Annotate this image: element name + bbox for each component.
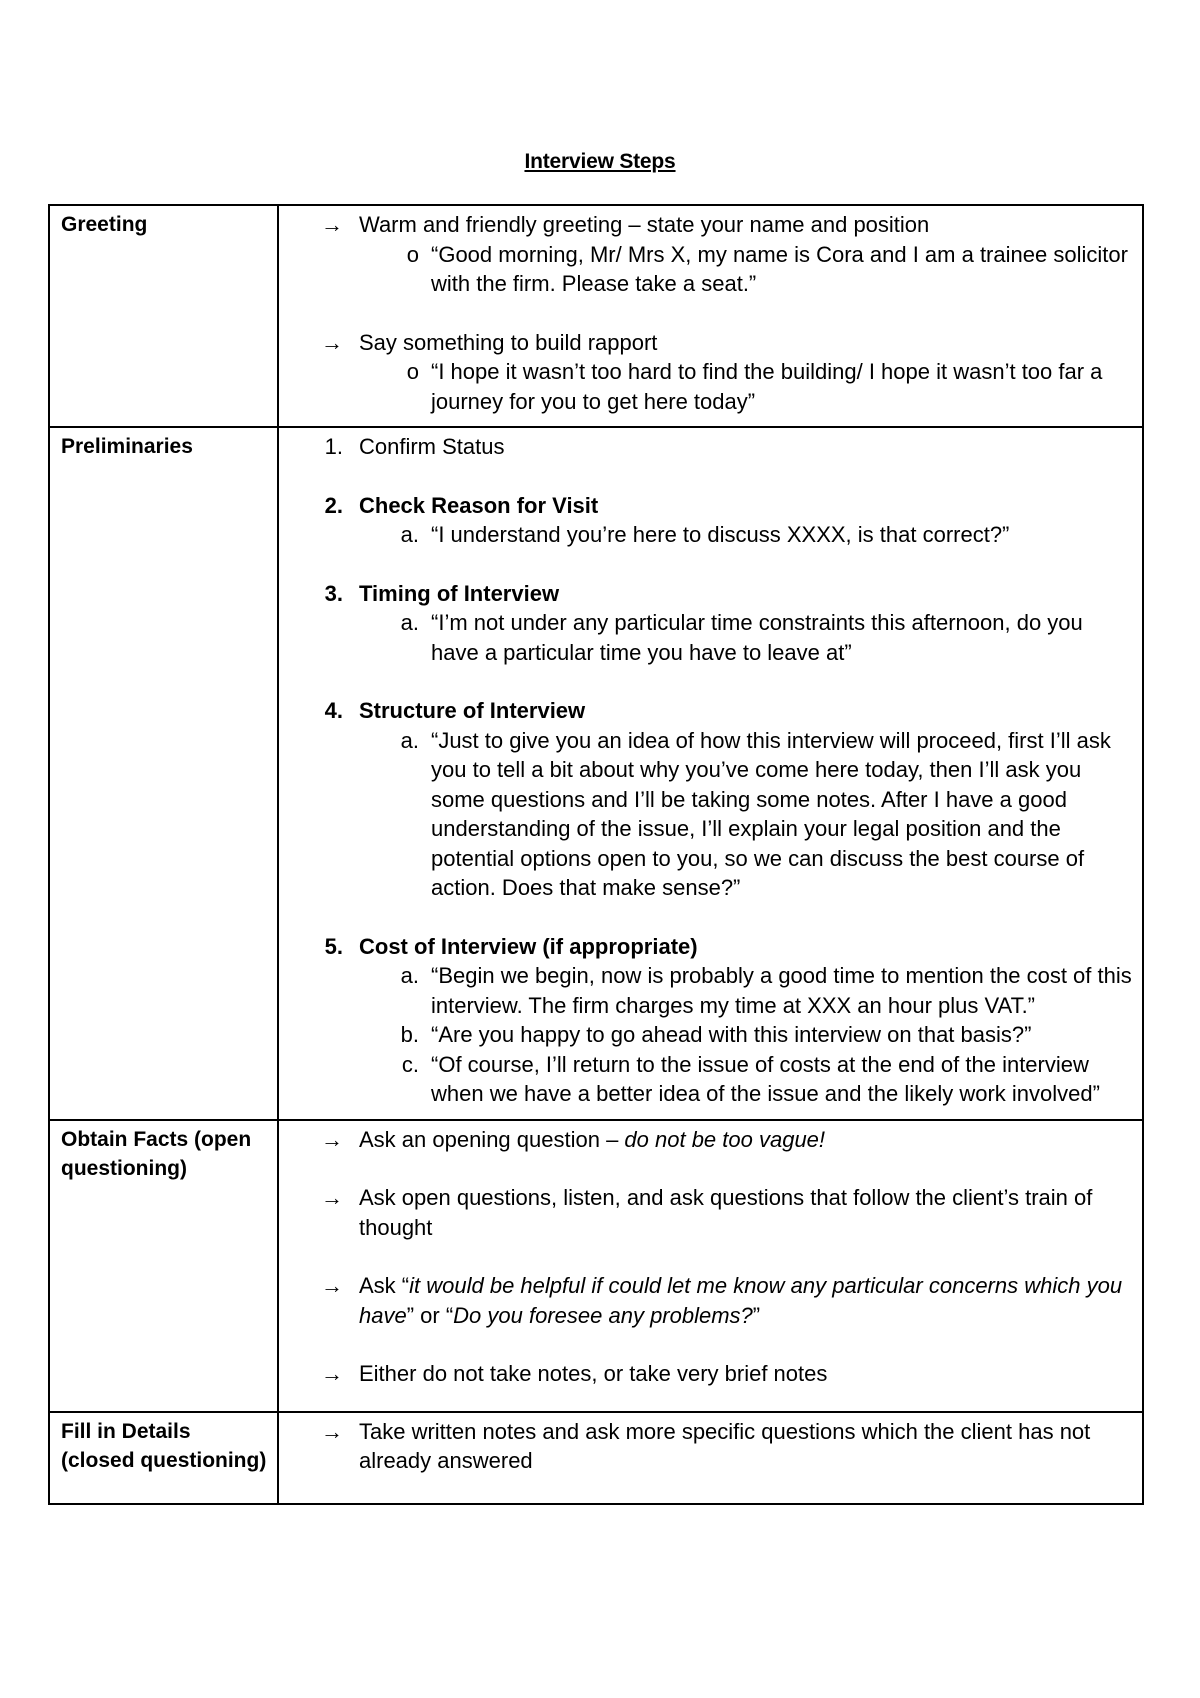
numbered-item: 5. Cost of Interview (if appropriate): [324, 933, 698, 959]
row-label-fill-in-details: Fill in Details (closed questioning): [49, 1412, 278, 1504]
row-content-fill-in-details: [278, 1412, 1143, 1504]
sub-list-item: a. “I’m not under any particular time constraints this afternoon, do you have a particular time you have to leave at”: [400, 610, 1083, 665]
interview-steps-table: [48, 204, 1144, 1505]
sub-list-item: o “I hope it wasn’t too hard to find the building/ I hope it wasn’t too far a journey for you to get here today”: [279, 357, 1134, 416]
row-content-preliminaries: [278, 427, 1143, 1120]
numbered-item: 3. Timing of Interview: [324, 580, 560, 606]
list-item: → Take written notes and ask more specific questions which the client has not already answered: [279, 1417, 1134, 1476]
arrow-icon: →: [321, 1273, 343, 1298]
list-item: → Ask open questions, listen, and ask questions that follow the client’s train of thought: [279, 1183, 1134, 1242]
arrow-icon: →: [321, 1361, 343, 1386]
arrow-icon: →: [321, 212, 343, 237]
circle-bullet-icon: o: [406, 359, 419, 384]
sub-list-item: a. “I understand you’re here to discuss XXXX, is that correct?”: [400, 522, 1010, 547]
table-row-preliminaries: [49, 427, 1143, 1120]
table-row-fill-in-details: [49, 1412, 1143, 1504]
sub-list-item: o “Good morning, Mr/ Mrs X, my name is Cora and I am a trainee solicitor with the firm. Please take a seat.”: [279, 240, 1134, 299]
arrow-icon: →: [321, 1185, 343, 1210]
row-content-greeting: [278, 205, 1143, 427]
numbered-item: 1. Confirm Status: [324, 434, 505, 459]
arrow-icon: →: [321, 329, 343, 355]
list-item: → Ask an opening question – do not be too vague!: [279, 1125, 1134, 1155]
numbered-item: 2. Check Reason for Visit: [324, 492, 599, 518]
row-label-greeting: Greeting: [49, 205, 278, 427]
arrow-icon: →: [321, 1418, 343, 1444]
sub-list-item: a. “Begin we begin, now is probably a good time to mention the cost of this interview. The firm charges my time at XXX an hour plus VAT.”: [400, 963, 1132, 1018]
circle-bullet-icon: o: [406, 241, 419, 267]
sub-list-item: b. “Are you happy to go ahead with this interview on that basis?”: [400, 1022, 1032, 1047]
list-item: → Either do not take notes, or take very brief notes: [279, 1359, 1134, 1389]
list-item: → Warm and friendly greeting – state your name and position: [279, 210, 1134, 240]
list-item: → Say something to build rapport: [279, 328, 1134, 358]
row-content-obtain-facts: [278, 1120, 1143, 1412]
numbered-item: 4. Structure of Interview: [324, 698, 586, 723]
sub-list-item: c. “Of course, I’ll return to the issue of costs at the end of the interview when we have a better idea of the issue and the likely work involved”: [401, 1051, 1100, 1106]
sub-list-item: a. “Just to give you an idea of how this interview will proceed, first I’ll ask you to tell a bit about why you’ve come here today, then I’ll ask you some questions and I’ll be taking some notes. After I have a good understanding of the issue, I’ll explain your legal position and the potential options open to you, so we can discuss the best course of action. Does that make sense?”: [400, 727, 1111, 900]
arrow-icon: →: [321, 1126, 343, 1152]
row-label-preliminaries: Preliminaries: [49, 427, 278, 1120]
table-row-obtain-facts: [49, 1120, 1143, 1412]
row-label-obtain-facts: Obtain Facts (open questioning): [49, 1120, 278, 1412]
table-row-greeting: [49, 205, 1143, 427]
document-title: Interview Steps: [524, 150, 676, 173]
list-item: → Ask “it would be helpful if could let me know any particular concerns which you have” or “Do you foresee any problems?”: [279, 1271, 1134, 1330]
